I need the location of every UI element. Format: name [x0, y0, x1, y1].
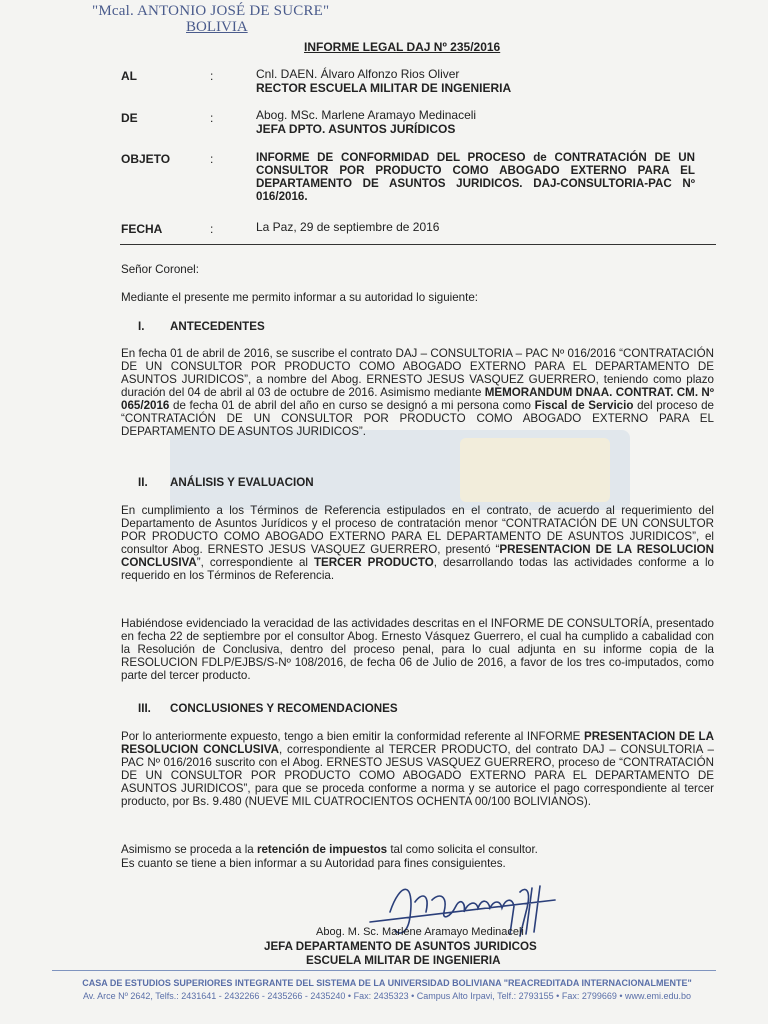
text-run: En fecha 01 de abril de 2016, se suscribe el contrato DAJ – CONSULTORIA – PAC Nº 016/2016 “CONTRATACIÓN DE UN CONSULTOR POR PRODUCTO COMO ABOGADO EXTERNO PARA EL DEPARTAMENTO DE ASUNTOS JURIDICOS”, a nombre del Abog. ERNESTO JESUS VASQUEZ GUERRERO, teniendo como plazo duración del 04 de abril al 03 de octubre de 2016. Asimismo mediante	[121, 347, 714, 399]
conclusiones-paragraph-2	[121, 843, 714, 856]
section-title: ANTECEDENTES	[170, 320, 265, 333]
text-run: tal como solicita el consultor.	[387, 843, 538, 856]
section-heading-analisis	[138, 476, 314, 489]
salutation: Señor Coronel:	[121, 263, 199, 276]
text-run: En cumplimiento a los Términos de Referencia estipulados en el contrato, de acuerdo al requerimiento del Departamento de Asuntos Jurídicos y el proceso de contratación menor “CONTRATACIÓN DE UN CONSULTOR POR PRODUCTO COMO ABOGADO EXTERNO PARA EL DEPARTAMENTO DE ASUNTOS JURIDICOS”, el consultor Abog. ERNESTO JESUS VASQUEZ GUERRERO, presentó “	[121, 504, 714, 556]
de-colon: :	[210, 111, 214, 125]
conclusiones-paragraph-1	[121, 730, 714, 808]
text-run: , desarrollando todas las actividades conforme a lo requerido en los Términos de Referencia.	[121, 556, 714, 582]
de-position: JEFA DPTO. ASUNTOS JURÍDICOS	[256, 122, 456, 136]
text-run: de fecha 01 de abril del año en curso se designó a mi persona como	[169, 399, 535, 412]
section-title: CONCLUSIONES Y RECOMENDACIONES	[170, 702, 398, 715]
objeto-label: OBJETO	[121, 152, 171, 166]
product-number: TERCER PRODUCTO	[313, 556, 434, 569]
text-run: Asimismo se proceda a la	[121, 843, 257, 856]
de-label: DE	[121, 111, 138, 125]
fecha-value: La Paz, 29 de septiembre de 2016	[256, 220, 440, 234]
al-colon: :	[210, 69, 214, 83]
section-heading-antecedentes	[138, 320, 265, 333]
text-run: Por lo anteriormente expuesto, tengo a bien emitir la conformidad referente al INFORME	[121, 730, 584, 743]
analisis-paragraph-1	[121, 504, 714, 582]
fecha-label: FECHA	[121, 222, 163, 236]
analisis-paragraph-2: Habiéndose evidenciado la veracidad de las actividades descritas en el INFORME DE CONSULTORÍA, presentado en fecha 22 de septiembre por el consultor Abog. Ernesto Vásquez Guerrero, el cual ha cumplido a cabalidad con la Resolución de Conclusiva, dentro del proceso penal, para lo cual adjunta en su informe copia de la RESOLUCION FDLP/EJBS/S-Nº 108/2016, de fecha 06 de Julio de 2016, a favor de los tres co-imputados, como parte del tercer producto.	[121, 617, 714, 682]
al-name: Cnl. DAEN. Álvaro Alfonzo Rios Oliver	[256, 67, 460, 81]
de-name: Abog. MSc. Marlene Aramayo Medinaceli	[256, 108, 477, 122]
al-label: AL	[121, 69, 137, 83]
de-value	[256, 108, 476, 136]
closing-text: Es cuanto se tiene a bien informar a su Autoridad para fines consiguientes.	[121, 857, 506, 870]
tax-retention: retención de impuestos	[256, 843, 388, 856]
footer-contact: Av. Arce Nº 2642, Telfs.: 2431641 - 2432266 - 2435266 - 2435240 • Fax: 2435323 • Campus Alto Irpavi, Telf.: 2793155 • Fax: 2799669 • www.emi.edu.bo	[82, 991, 692, 1001]
fecha-colon: :	[210, 222, 214, 236]
memorandum-reference: MEMORANDUM DNAA. CONTRAT. CM. Nº 065/2016	[121, 386, 714, 412]
section-number: III.	[138, 702, 151, 715]
objeto-colon: :	[210, 152, 214, 166]
header-institution: "Mcal. ANTONIO JOSÉ DE SUCRE"	[92, 3, 330, 19]
text-run: ”, correspondiente al	[196, 556, 314, 569]
report-title: INFORME LEGAL DAJ Nº 235/2016	[304, 40, 501, 54]
section-title: ANÁLISIS Y EVALUACION	[170, 476, 314, 489]
header-divider	[120, 244, 716, 245]
antecedentes-paragraph	[121, 347, 714, 438]
al-position: RECTOR ESCUELA MILITAR DE INGENIERIA	[256, 81, 512, 95]
objeto-text: INFORME DE CONFORMIDAD DEL PROCESO de CONTRATACIÓN DE UN CONSULTOR POR PRODUCTO COMO ABOGADO EXTERNO PARA EL DEPARTAMENTO DE ASUNTOS JURIDICOS. DAJ-CONSULTORIA-PAC Nº 016/2016.	[256, 151, 695, 203]
fiscal-role: Fiscal de Servicio	[534, 399, 634, 412]
intro-text: Mediante el presente me permito informar a su autoridad lo siguiente:	[121, 291, 479, 304]
signatory-institution: ESCUELA MILITAR DE INGENIERIA	[306, 954, 501, 967]
product-name: PRESENTACION DE LA RESOLUCION CONCLUSIVA	[121, 730, 714, 756]
section-heading-conclusiones	[138, 702, 398, 715]
section-number: I.	[138, 320, 145, 333]
text-run: , correspondiente al TERCER PRODUCTO, del contrato DAJ – CONSULTORIA – PAC Nº 016/2016 suscrito con el Abog. ERNESTO JESUS VASQUEZ GUERRERO, proceso de “CONTRATACIÓN DE UN CONSULTOR POR PRODUCTO COMO ABOGADO EXTERNO PARA EL DEPARTAMENTO DE ASUNTOS JURIDICOS”, para que se proceda conforme a norma y se autorice el pago correspondiente al tercer producto, por Bs. 9.480 (NUEVE MIL CUATROCIENTOS OCHENTA 00/100 BOLIVIANOS).	[121, 743, 714, 808]
footer-divider	[52, 970, 716, 971]
footer-institution: CASA DE ESTUDIOS SUPERIORES INTEGRANTE DEL SISTEMA DE LA UNIVERSIDAD BOLIVIANA "REACREDITADA INTERNACIONALMENTE"	[82, 978, 692, 988]
signatory-name: Abog. M. Sc. Marlene Aramayo Medinaceli	[316, 926, 524, 938]
signatory-title: JEFA DEPARTAMENTO DE ASUNTOS JURIDICOS	[264, 940, 537, 953]
header-country: BOLIVIA	[186, 19, 248, 35]
al-value	[256, 67, 511, 95]
text-run: del proceso de “CONTRATACIÓN DE UN CONSULTOR POR PRODUCTO COMO ABOGADO EXTERNO PARA EL DEPARTAMENTO DE ASUNTOS JURIDICOS”.	[121, 399, 715, 438]
section-number: II.	[138, 476, 148, 489]
product-name: PRESENTACION DE LA RESOLUCION CONCLUSIVA	[121, 543, 715, 569]
